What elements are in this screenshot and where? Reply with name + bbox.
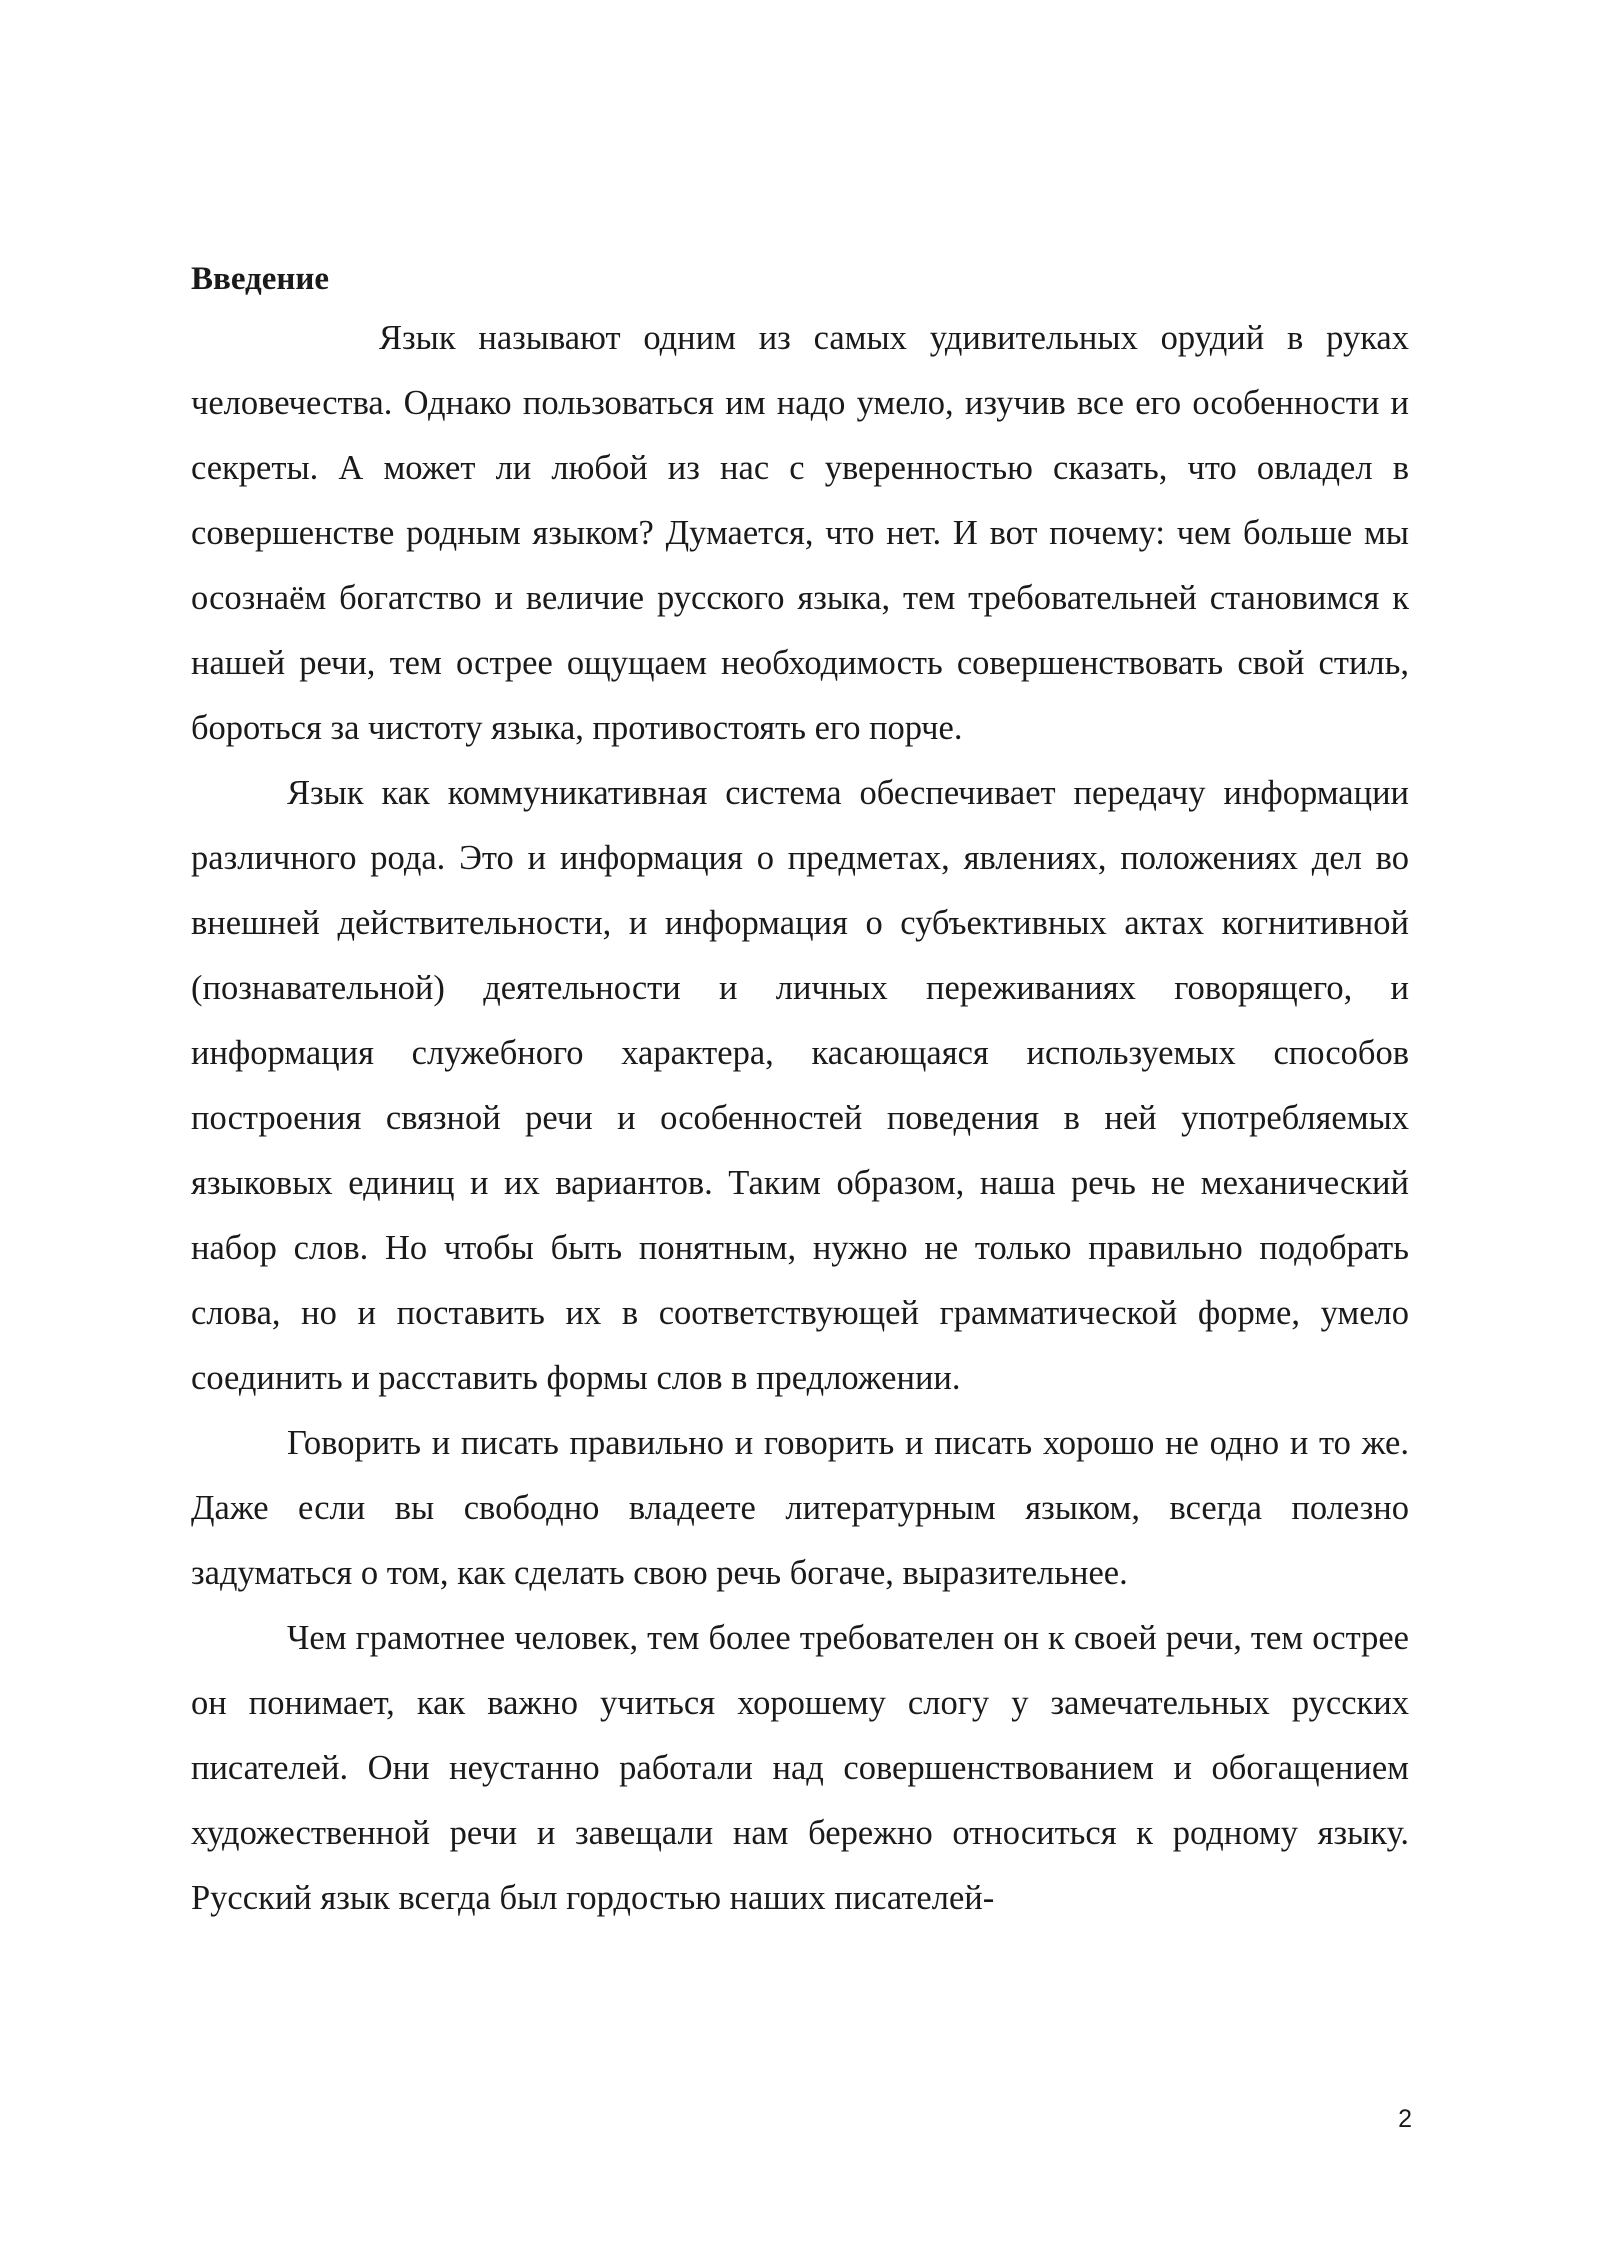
paragraph-2: Язык как коммуникативная система обеспечивает передачу информации различного рода. Это и информация о предметах, явлениях, положениях дел во внешней действительности, и информация о субъективных актах когнитивной (познавательной) деятельности и личных переживаниях говорящего, и информация служебного характера, касающаяся используемых способов построения связной речи и особенностей поведения в ней употребляемых языковых единиц и их вариантов. Таким образом, наша речь не механический набор слов. Но чтобы быть понятным, нужно не только правильно подобрать слова, но и поставить их в соответствующей грамматической форме, умело соединить и расставить формы слов в предложении. [191, 774, 1409, 1397]
page-number: 2 [1398, 2105, 1412, 2133]
page-content [191, 255, 1409, 1931]
paragraph-3: Говорить и писать правильно и говорить и писать хорошо не одно и то же. Даже если вы свободно владеете литературным языком, всегда полезно задуматься о том, как сделать свою речь богаче, выразительнее. [191, 1424, 1409, 1592]
section-heading: Введение [191, 261, 330, 297]
paragraph-4: Чем грамотнее человек, тем более требователен он к своей речи, тем острее он понимает, как важно учиться хорошему слогу у замечательных русских писателей. Они неустанно работали над совершенствованием и обогащением художественной речи и завещали нам бережно относиться к родному языку. Русский язык всегда был гордостью наших писателей- [191, 1619, 1409, 1917]
paragraph-1: Язык называют одним из самых удивительных орудий в руках человечества. Однако пользоваться им надо умело, изучив все его особенности и секреты. А может ли любой из нас с уверенностью сказать, что овладел в совершенстве родным языком? Думается, что нет. И вот почему: чем больше мы осознаём богатство и величие русского языка, тем требовательней становимся к нашей речи, тем острее ощущаем необходимость совершенствовать свой стиль, бороться за чистоту языка, противостоять его порче. [191, 319, 1409, 747]
